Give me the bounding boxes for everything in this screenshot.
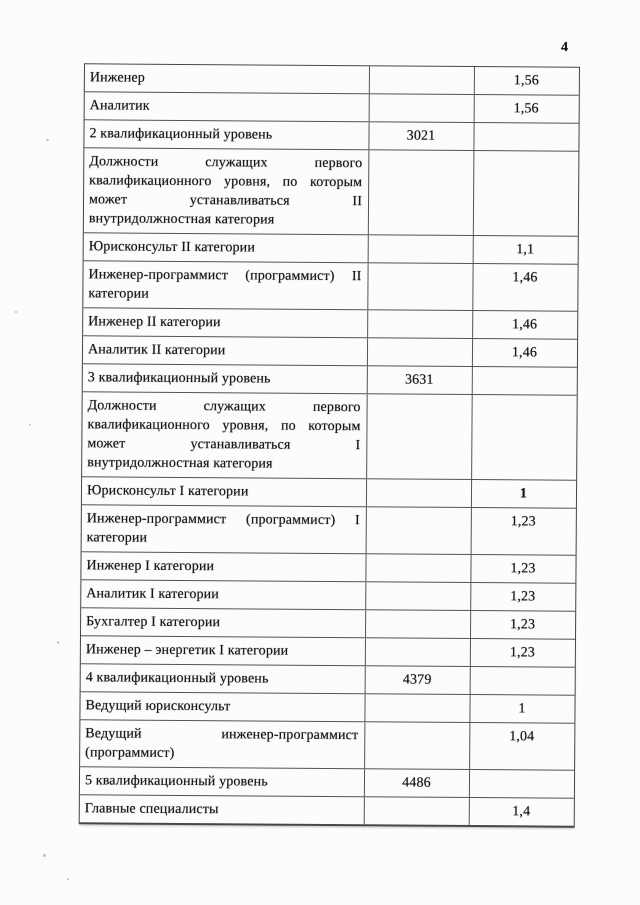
position-line: категории: [86, 530, 148, 546]
cell-position: Инженер I категории: [81, 552, 366, 581]
cell-position: [82, 505, 367, 553]
cell-level-code: [368, 263, 473, 310]
table-row: [83, 364, 577, 395]
scan-speckle: [67, 878, 69, 880]
cell-level-code: [365, 722, 470, 769]
table-row: [84, 120, 578, 151]
cell-coefficient: 1,23: [510, 514, 536, 530]
cell-position: 4 квалификационный уровень: [81, 664, 366, 693]
position-line: Должности служащих первого: [89, 154, 363, 172]
cell-level-code: 4486: [365, 769, 470, 797]
cell-position: Юрисконсульт I категории: [82, 477, 367, 506]
cell-level-code: [366, 582, 471, 610]
cell-level-code: [366, 638, 471, 666]
table-row: [80, 767, 574, 798]
position-line: внутридолжностная категория: [87, 455, 273, 472]
cell-position: Ведущий юрисконсульт: [80, 692, 365, 721]
scan-speckle: [57, 641, 59, 644]
cell-position: 5 квалификационный уровень: [80, 767, 365, 796]
cell-position: Инженер – энергетик I категории: [81, 636, 366, 665]
table-row: [83, 308, 577, 339]
position-line: Инженер-программист (программист) I: [86, 511, 360, 529]
cell-coefficient: [474, 123, 578, 151]
table-row: [82, 505, 576, 555]
position-line: может устанавливаться I: [87, 436, 361, 454]
cell-coefficient: 1,23: [509, 645, 535, 661]
qualification-levels-table: [79, 63, 580, 827]
cell-coefficient: 1,46: [511, 345, 538, 361]
cell-coefficient: 1,46: [512, 270, 538, 286]
table-row: [81, 608, 575, 639]
cell-level-code: 3631: [368, 366, 473, 394]
cell-coefficient: 1: [519, 486, 528, 502]
table-row: [81, 552, 575, 583]
position-line: категории: [88, 286, 149, 302]
scan-speckle: [46, 139, 49, 141]
cell-position: 2 квалификационный уровень: [84, 120, 369, 149]
cell-level-code: [365, 797, 470, 825]
cell-level-code: [369, 235, 474, 263]
cell-position: Аналитик: [85, 92, 370, 121]
cell-coefficient: [472, 395, 577, 480]
table-row: [83, 336, 577, 367]
cell-level-code: [369, 150, 475, 235]
table-row: [84, 148, 579, 236]
table-row: [84, 233, 578, 264]
cell-level-code: [370, 66, 475, 94]
page-number: 4: [561, 40, 568, 55]
cell-coefficient: 1,04: [509, 729, 535, 745]
position-line: Должности служащих первого: [87, 398, 361, 416]
table-row: [81, 636, 575, 667]
table-row: [83, 261, 577, 311]
position-line: внутридолжностная категория: [88, 211, 275, 228]
cell-position: [83, 261, 368, 309]
table-row: [85, 92, 579, 123]
cell-level-code: 3021: [369, 122, 474, 150]
cell-level-code: [367, 479, 472, 507]
scan-speckle: [43, 854, 46, 857]
cell-level-code: [370, 94, 475, 122]
cell-position: [82, 392, 368, 478]
cell-coefficient: 1,56: [513, 73, 539, 89]
cell-level-code: [367, 507, 472, 554]
cell-coefficient: [474, 151, 579, 236]
scan-speckle: [29, 424, 31, 426]
position-line: (программист): [85, 745, 175, 761]
table-row: [85, 64, 579, 95]
cell-position: Инженер: [85, 64, 370, 93]
table-row: [82, 392, 577, 480]
cell-coefficient: 1,1: [516, 242, 535, 258]
cell-coefficient: 1,23: [510, 561, 536, 577]
position-line: Инженер-программист (программист) II: [88, 267, 362, 285]
cell-level-code: [366, 610, 471, 638]
cell-coefficient: 1,23: [510, 589, 536, 605]
table-row: [80, 795, 574, 825]
cell-position: Бухгалтер I категории: [81, 608, 366, 637]
table-row: [82, 477, 576, 508]
cell-position: [80, 720, 365, 768]
table-row: [80, 692, 574, 723]
cell-coefficient: [470, 770, 574, 798]
cell-position: [84, 148, 370, 234]
cell-position: 3 квалификационный уровень: [83, 364, 368, 393]
scan-speckle: [15, 311, 17, 313]
table-row: [80, 720, 574, 770]
cell-coefficient: [473, 367, 577, 395]
cell-level-code: 4379: [366, 666, 471, 694]
cell-level-code: [365, 694, 470, 722]
cell-position: Аналитик II категории: [83, 336, 368, 365]
cell-coefficient: 1: [518, 701, 526, 717]
table-row: [81, 580, 575, 611]
table-row: [81, 664, 575, 695]
cell-level-code: [366, 554, 471, 582]
cell-coefficient: 1,46: [512, 317, 538, 333]
cell-level-code: [368, 310, 473, 338]
cell-coefficient: 1,56: [513, 101, 539, 117]
cell-coefficient: 1,23: [509, 617, 536, 633]
position-line: квалификационного уровня, по которым: [87, 417, 361, 435]
cell-position: Главные специалисты: [80, 795, 365, 824]
cell-level-code: [367, 394, 473, 479]
cell-position: Аналитик I категории: [81, 580, 366, 609]
cell-coefficient: 1,4: [512, 804, 531, 820]
cell-coefficient: [471, 667, 575, 695]
cell-position: Юрисконсульт II категории: [84, 233, 369, 262]
cell-level-code: [368, 338, 473, 366]
cell-position: Инженер II категории: [83, 308, 368, 337]
position-line: Ведущий инженер-программист: [85, 726, 359, 744]
position-line: может устанавливаться II: [89, 192, 363, 210]
position-line: квалификационного уровня, по которым: [89, 173, 363, 191]
